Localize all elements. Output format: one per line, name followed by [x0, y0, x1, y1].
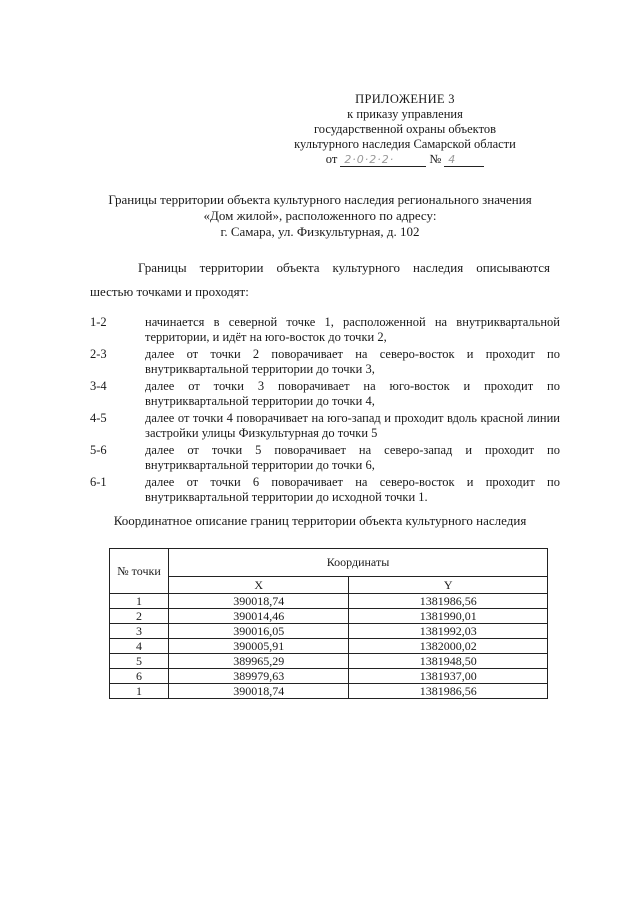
segment-code: 1-2 — [90, 315, 107, 329]
y-coordinate-cell: 1381948,50 — [349, 654, 548, 669]
header-x: X — [169, 577, 349, 594]
y-coordinate-cell: 1381992,03 — [349, 624, 548, 639]
appendix-line-2: государственной охраны объектов — [313, 122, 497, 136]
date-field — [340, 153, 426, 167]
header-coordinates: Координаты — [169, 549, 548, 577]
appendix-line-1: к приказу управления — [347, 107, 463, 121]
table-row — [110, 654, 548, 669]
segment-description: начинается в северной точке 1, расположенной на внутриквартальной территории, и идёт на юго-восток до точки 2, — [145, 315, 560, 344]
document-title-line-2: «Дом жилой», расположенного по адресу: — [203, 208, 437, 223]
intro-paragraph — [90, 256, 550, 304]
number-prefix: № — [429, 152, 442, 166]
x-coordinate-cell: 390005,91 — [169, 639, 349, 654]
segment-description: далее от точки 2 поворачивает на северо-восток и проходит по внутриквартальной территории до точки 3, — [145, 347, 560, 376]
segment-description: далее от точки 4 поворачивает на юго-запад и проходит вдоль красной линии застройки улицы Физкультурная до точки 5 — [145, 411, 560, 440]
x-coordinate-cell: 389979,63 — [169, 669, 349, 684]
segment-item — [90, 379, 560, 408]
point-number-cell: 2 — [110, 609, 169, 624]
header-point-number: № точки — [110, 549, 169, 594]
segment-description: далее от точки 6 поворачивает на северо-восток и проходит по внутриквартальной территории до исходной точки 1. — [145, 475, 560, 504]
x-coordinate-cell: 390016,05 — [169, 624, 349, 639]
segment-code: 4-5 — [90, 411, 107, 425]
segment-code: 5-6 — [90, 443, 107, 457]
coordinates-table — [109, 548, 548, 699]
handwritten-number: 4 — [448, 153, 457, 166]
table-row — [110, 594, 548, 609]
order-date-number-line — [280, 152, 530, 167]
document-title-line-1: Границы территории объекта культурного наследия регионального значения — [108, 192, 532, 207]
intro-line-2: шестью точками и проходят: — [90, 284, 249, 299]
segment-item — [90, 475, 560, 504]
table-row — [110, 624, 548, 639]
intro-line-1: Границы территории объекта культурного наследия описываются — [138, 260, 550, 275]
segment-item — [90, 443, 560, 472]
appendix-line-3: культурного наследия Самарской области — [294, 137, 516, 151]
x-coordinate-cell: 390014,46 — [169, 609, 349, 624]
point-number-cell: 5 — [110, 654, 169, 669]
y-coordinate-cell: 1381986,56 — [349, 684, 548, 699]
x-coordinate-cell: 390018,74 — [169, 684, 349, 699]
point-number-cell: 1 — [110, 594, 169, 609]
date-prefix: от — [325, 152, 338, 166]
segment-description: далее от точки 5 поворачивает на северо-запад и проходит по внутриквартальной территории до точки 6, — [145, 443, 560, 472]
table-row — [110, 609, 548, 624]
table-caption: Координатное описание границ территории объекта культурного наследия — [113, 513, 527, 528]
boundary-segments-list — [90, 315, 560, 507]
segment-code: 3-4 — [90, 379, 107, 393]
y-coordinate-cell: 1381990,01 — [349, 609, 548, 624]
x-coordinate-cell: 389965,29 — [169, 654, 349, 669]
y-coordinate-cell: 1381937,00 — [349, 669, 548, 684]
segment-item — [90, 347, 560, 376]
point-number-cell: 1 — [110, 684, 169, 699]
table-row — [110, 684, 548, 699]
segment-code: 6-1 — [90, 475, 107, 489]
x-coordinate-cell: 390018,74 — [169, 594, 349, 609]
point-number-cell: 3 — [110, 624, 169, 639]
document-title — [60, 192, 580, 240]
appendix-title: ПРИЛОЖЕНИЕ 3 — [355, 92, 455, 106]
segment-item — [90, 315, 560, 344]
table-row — [110, 669, 548, 684]
table-row — [110, 639, 548, 654]
point-number-cell: 6 — [110, 669, 169, 684]
number-field — [444, 153, 484, 167]
appendix-header — [280, 92, 530, 167]
point-number-cell: 4 — [110, 639, 169, 654]
header-y: Y — [349, 577, 548, 594]
segment-code: 2-3 — [90, 347, 107, 361]
handwritten-date: 2·0·2·2· — [344, 153, 395, 166]
segment-description: далее от точки 3 поворачивает на юго-восток и проходит по внутриквартальной территории до точки 4, — [145, 379, 560, 408]
segment-item — [90, 411, 560, 440]
y-coordinate-cell: 1381986,56 — [349, 594, 548, 609]
document-title-line-3: г. Самара, ул. Физкультурная, д. 102 — [220, 224, 420, 239]
y-coordinate-cell: 1382000,02 — [349, 639, 548, 654]
